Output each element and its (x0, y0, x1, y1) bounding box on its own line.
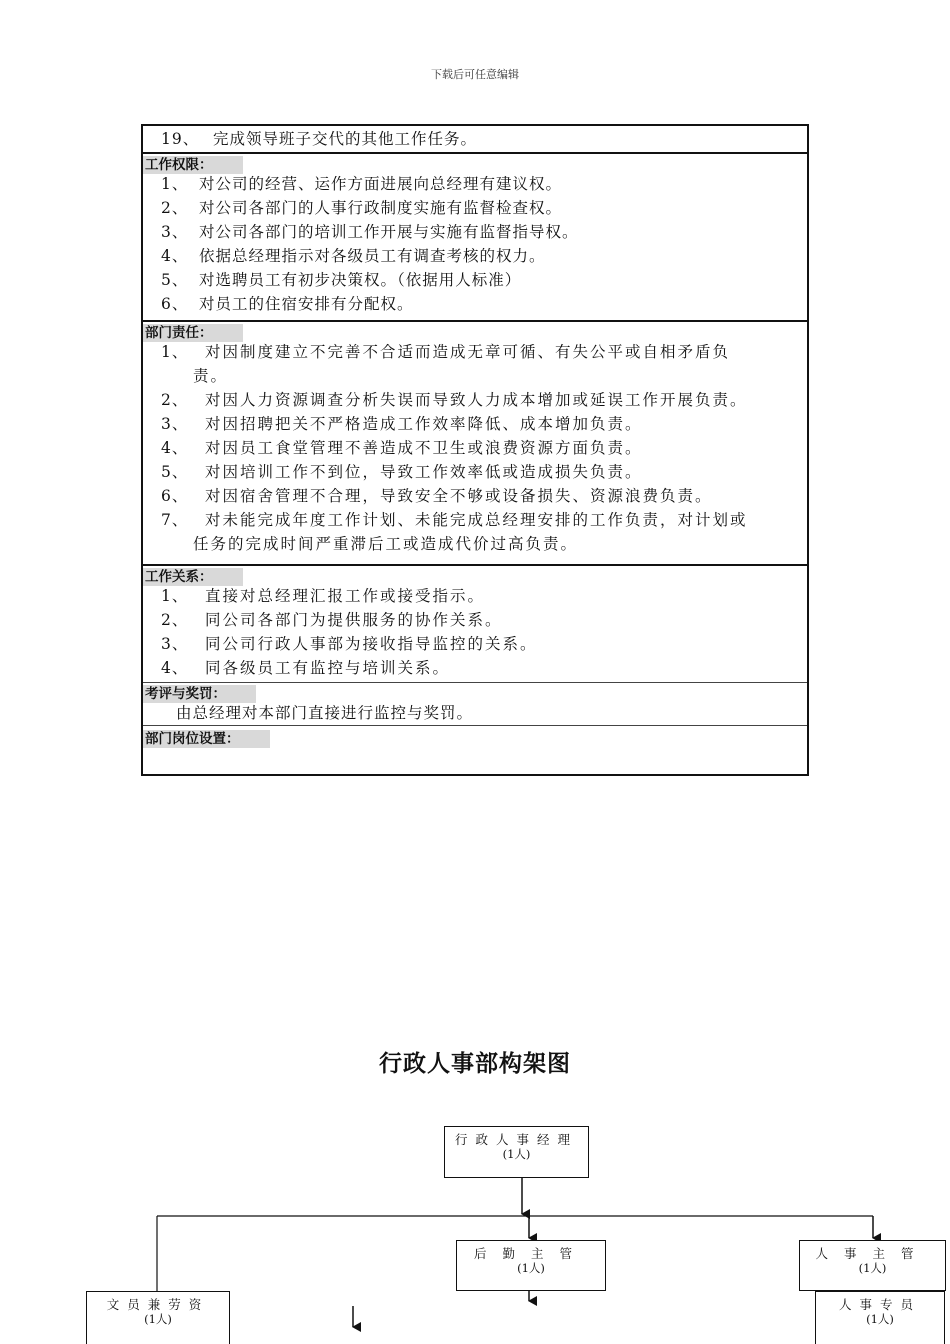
org-chart-title: 行政人事部构架图 (379, 1051, 571, 1077)
section-title: 考评与奖罚： (143, 685, 256, 703)
org-node-manager (444, 1126, 589, 1178)
node-count: (1人) (858, 1261, 887, 1275)
node-count: (1人) (866, 1312, 894, 1326)
section-title: 工作关系： (143, 568, 243, 586)
node-count: (1人) (144, 1312, 172, 1326)
org-node-logistics (456, 1240, 606, 1291)
section-responsibility: 部门责任： 1、 对因制度建立不完善不合适而造成无章可循、有失公平或自相矛盾负 责。 2、 对因人力资源调查分析失误而导致人力成本增加或延误工作开展负责。 3、 对因招聘把关不严格造成工作效率降低、成本增加负责。 4、 对因员工食堂管理不善造成不卫生或浪费资源方面负责。 5、 对因培训工作不到位，导致工作效率低或造成损失负责。 6、 对因宿舍管理不合理，导致安全不够或设备损失、资源浪费负责。 7、 对未能完成年度工作计划、未能完成总经理安排的工作负责，对计划或 任务的完成时间严重滞后工或造成代价过高负责。 (143, 320, 807, 564)
node-name: 后勤主管 (473, 1246, 588, 1261)
page-header-note: 下载后可任意编辑 (431, 68, 519, 81)
org-node-hr-specialist (815, 1291, 945, 1344)
node-name: 行政人事经理 (454, 1132, 578, 1147)
item-number: 19、 (161, 130, 200, 148)
evaluation-text: 由总经理对本部门直接进行监控与奖罚。 (176, 704, 474, 722)
section-title: 工作权限： (143, 156, 243, 174)
section-title: 部门责任： (143, 324, 243, 342)
node-count: (1人) (517, 1261, 545, 1275)
org-node-hr-supervisor (799, 1240, 946, 1291)
node-name: 文员兼劳资 (106, 1297, 210, 1312)
item-text: 完成领导班子交代的其他工作任务。 (213, 130, 478, 148)
node-name: 人事专员 (838, 1297, 921, 1312)
node-name: 人事主管 (815, 1246, 930, 1261)
org-node-clerk (86, 1291, 230, 1344)
section-title: 部门岗位设置： (143, 730, 270, 748)
node-count: (1人) (502, 1147, 531, 1161)
section-authority: 工作权限： 1、 对公司的经营、运作方面进展向总经理有建议权。 2、 对公司各部门的人事行政制度实施有监督检查权。 3、 对公司各部门的培训工作开展与实施有监督指导权。 4、 依据总经理指示对各级员工有调查考核的权力。 5、 对选聘员工有初步决策权。（依据用人标准） 6、 对员工的住宿安排有分配权。 (143, 152, 807, 320)
section-relations: 工作关系： 1、 直接对总经理汇报工作或接受指示。 2、 同公司各部门为提供服务的协作关系。 3、 同公司行政人事部为接收指导监控的关系。 4、 同各级员工有监控与培训关系。 (143, 564, 807, 682)
